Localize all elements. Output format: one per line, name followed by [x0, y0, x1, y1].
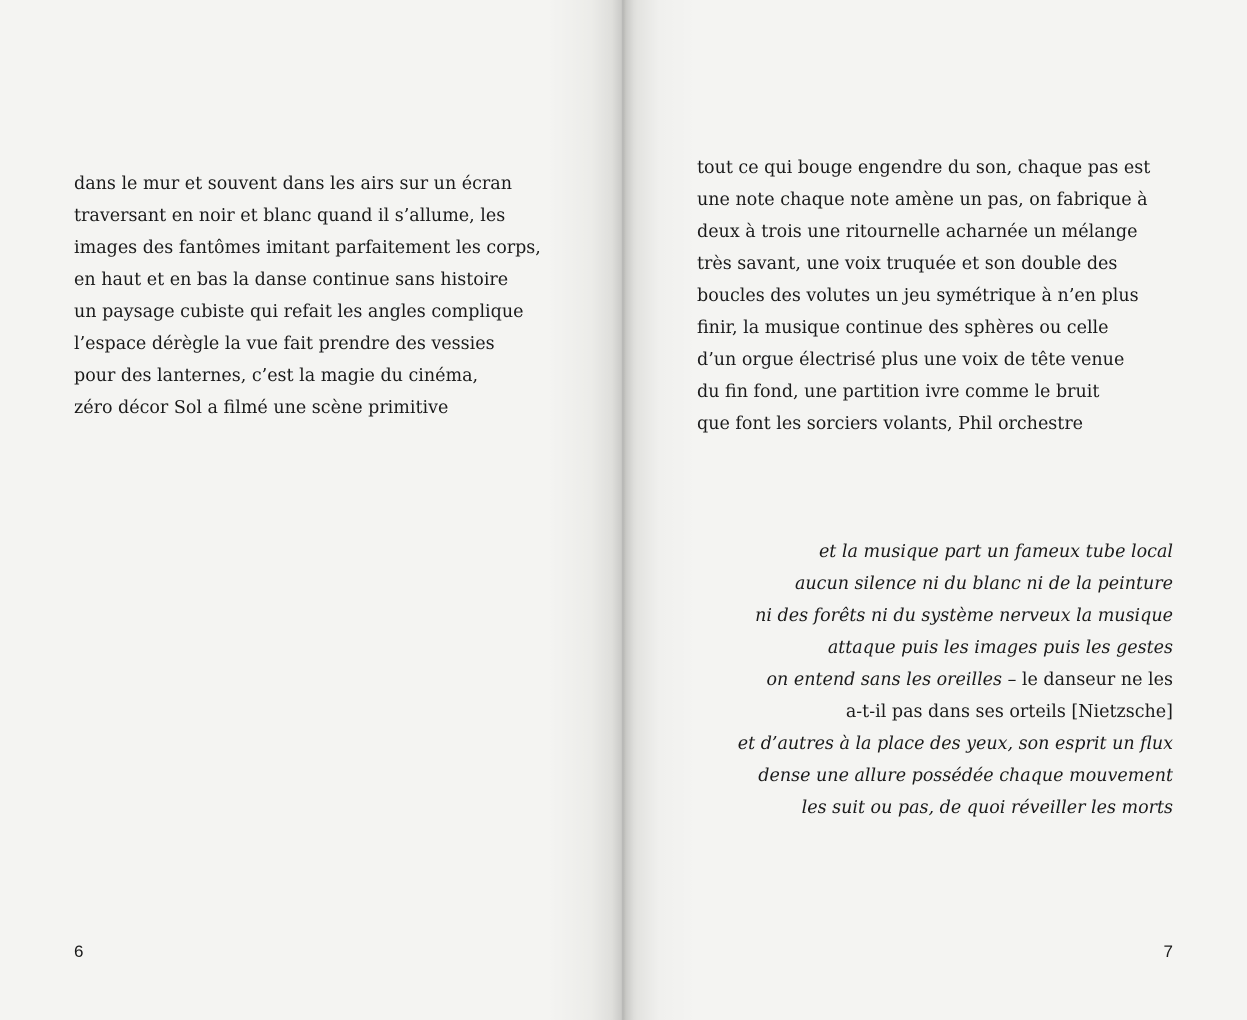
- left-page: [0, 0, 622, 1020]
- verse-line: une note chaque note amène un pas, on fabrique à: [697, 190, 1148, 210]
- verse-line: images des fantômes imitant parfaitement les corps,: [74, 238, 541, 258]
- verse-line: en haut et en bas la danse continue sans histoire: [74, 270, 509, 290]
- verse-line: dense une allure possédée chaque mouvement: [758, 766, 1173, 786]
- right-italic-stanza: [738, 536, 1173, 824]
- verse-line: que font les sorciers volants, Phil orchestre: [697, 414, 1084, 434]
- verse-line: boucles des volutes un jeu symétrique à n’en plus: [697, 286, 1139, 306]
- verse-line: ni des forêts ni du système nerveux la musique: [755, 606, 1173, 626]
- verse-fragment-italic: on entend sans les oreilles: [766, 670, 1003, 690]
- verse-line: et la musique part un fameux tube local: [818, 542, 1173, 562]
- verse-line: et d’autres à la place des yeux, son esprit un flux: [737, 734, 1173, 754]
- verse-line: finir, la musique continue des sphères ou celle: [697, 318, 1109, 338]
- verse-line: attaque puis les images puis les gestes: [827, 638, 1173, 658]
- right-roman-stanza: [697, 152, 1150, 440]
- verse-line: zéro décor Sol a filmé une scène primitive: [74, 398, 449, 418]
- verse-line: dans le mur et souvent dans les airs sur un écran: [74, 174, 513, 194]
- verse-line: traversant en noir et blanc quand il s’allume, les: [74, 206, 506, 226]
- verse-line: d’un orgue électrisé plus une voix de tête venue: [697, 350, 1125, 370]
- verse-line: pour des lanternes, c’est la magie du cinéma,: [74, 366, 479, 386]
- verse-line: très savant, une voix truquée et son double des: [697, 254, 1118, 274]
- page-number-right: 7: [1163, 942, 1173, 961]
- verse-line: [738, 664, 1173, 696]
- left-roman-stanza: [74, 168, 541, 424]
- verse-line: deux à trois une ritournelle acharnée un mélange: [697, 222, 1138, 242]
- verse-line: du fin fond, une partition ivre comme le bruit: [697, 382, 1100, 402]
- right-page: [622, 0, 1247, 1020]
- verse-line: aucun silence ni du blanc ni de la peinture: [794, 574, 1173, 594]
- verse-fragment-roman: – le danseur ne les: [1002, 670, 1173, 690]
- verse-line: tout ce qui bouge engendre du son, chaque pas est: [697, 158, 1151, 178]
- verse-line: a-t-il pas dans ses orteils [Nietzsche]: [845, 702, 1173, 722]
- book-gutter-shadow: [612, 0, 634, 1020]
- verse-line: un paysage cubiste qui refait les angles complique: [74, 302, 524, 322]
- verse-line: l’espace dérègle la vue fait prendre des vessies: [74, 334, 495, 354]
- verse-line: les suit ou pas, de quoi réveiller les morts: [801, 798, 1173, 818]
- page-number-left: 6: [74, 942, 84, 961]
